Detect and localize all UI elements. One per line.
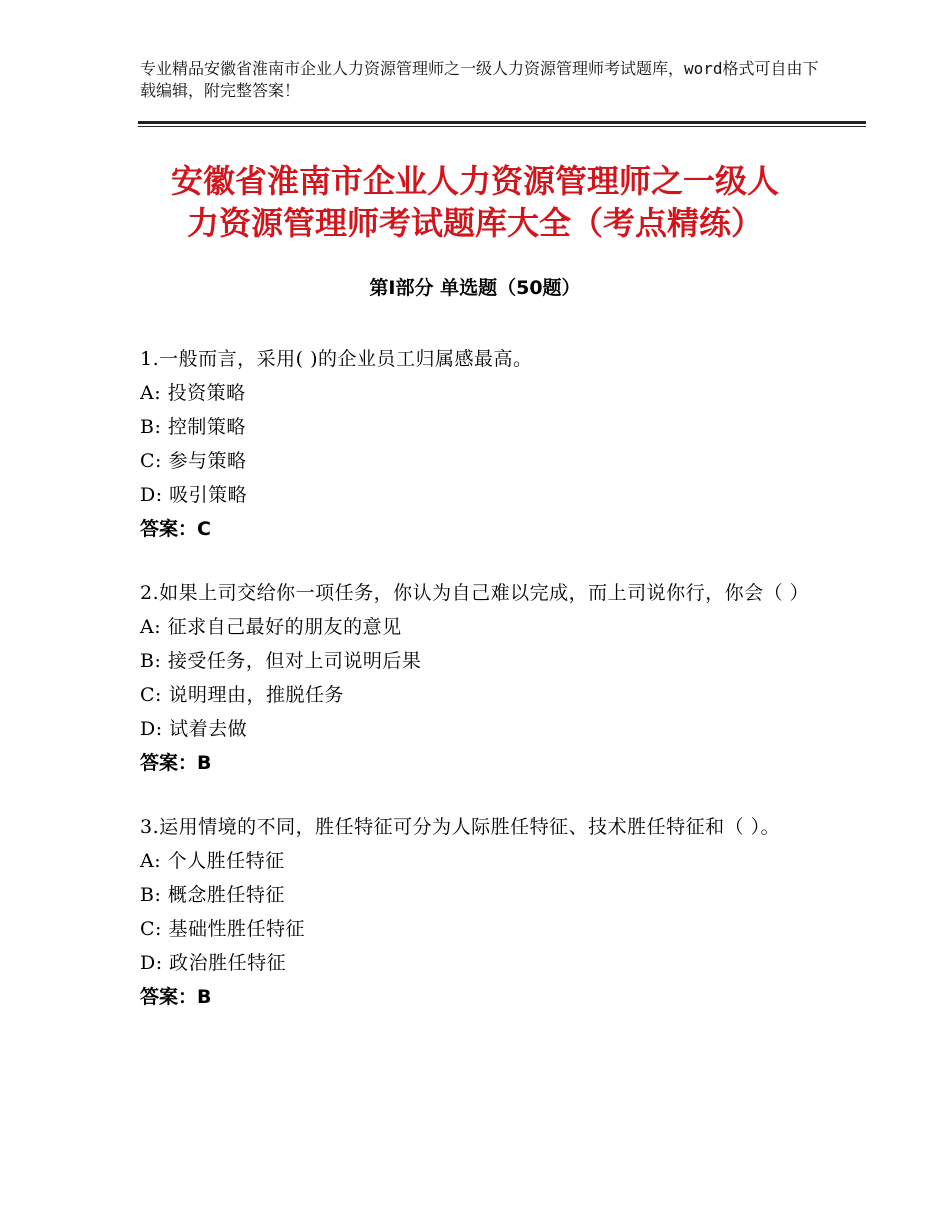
answer-label: 答案：B (140, 986, 212, 1008)
option-c: C: 基础性胜任特征 (140, 918, 305, 940)
question-2 (140, 576, 820, 780)
option-a: A: 征求自己最好的朋友的意见 (140, 616, 402, 638)
option-d: D: 政治胜任特征 (140, 952, 287, 974)
header-divider-thick (138, 121, 866, 124)
option-a: A: 投资策略 (140, 382, 246, 404)
option-b: B: 接受任务，但对上司说明后果 (140, 650, 422, 672)
option-a: A: 个人胜任特征 (140, 850, 285, 872)
question-stem: 3.运用情境的不同，胜任特征可分为人际胜任特征、技术胜任特征和（ ）。 (140, 816, 781, 838)
option-d: D: 吸引策略 (140, 484, 248, 506)
answer-label: 答案：B (140, 752, 212, 774)
question-stem: 2.如果上司交给你一项任务，你认为自己难以完成，而上司说你行，你会（ ） (140, 582, 810, 604)
section-title: 第Ⅰ部分 单选题（50题） (369, 277, 581, 299)
header-note: 专业精品安徽省淮南市企业人力资源管理师之一级人力资源管理师考试题库，word格式可自由下载编辑，附完整答案！ (140, 59, 819, 100)
option-b: B: 控制策略 (140, 416, 246, 438)
document-title-line-1: 安徽省淮南市企业人力资源管理师之一级人 (170, 162, 779, 200)
document-title-line-2: 力资源管理师考试题库大全（考点精练） (186, 204, 763, 242)
question-list (140, 342, 820, 1044)
question-1 (140, 342, 820, 546)
option-c: C: 说明理由，推脱任务 (140, 684, 344, 706)
answer-label: 答案：C (140, 518, 211, 540)
option-c: C: 参与策略 (140, 450, 247, 472)
question-stem: 1.一般而言，采用( )的企业员工归属感最高。 (140, 348, 533, 370)
header-divider-thin (138, 126, 866, 127)
document-title (120, 160, 830, 244)
option-d: D: 试着去做 (140, 718, 248, 740)
question-3 (140, 810, 820, 1014)
option-b: B: 概念胜任特征 (140, 884, 285, 906)
